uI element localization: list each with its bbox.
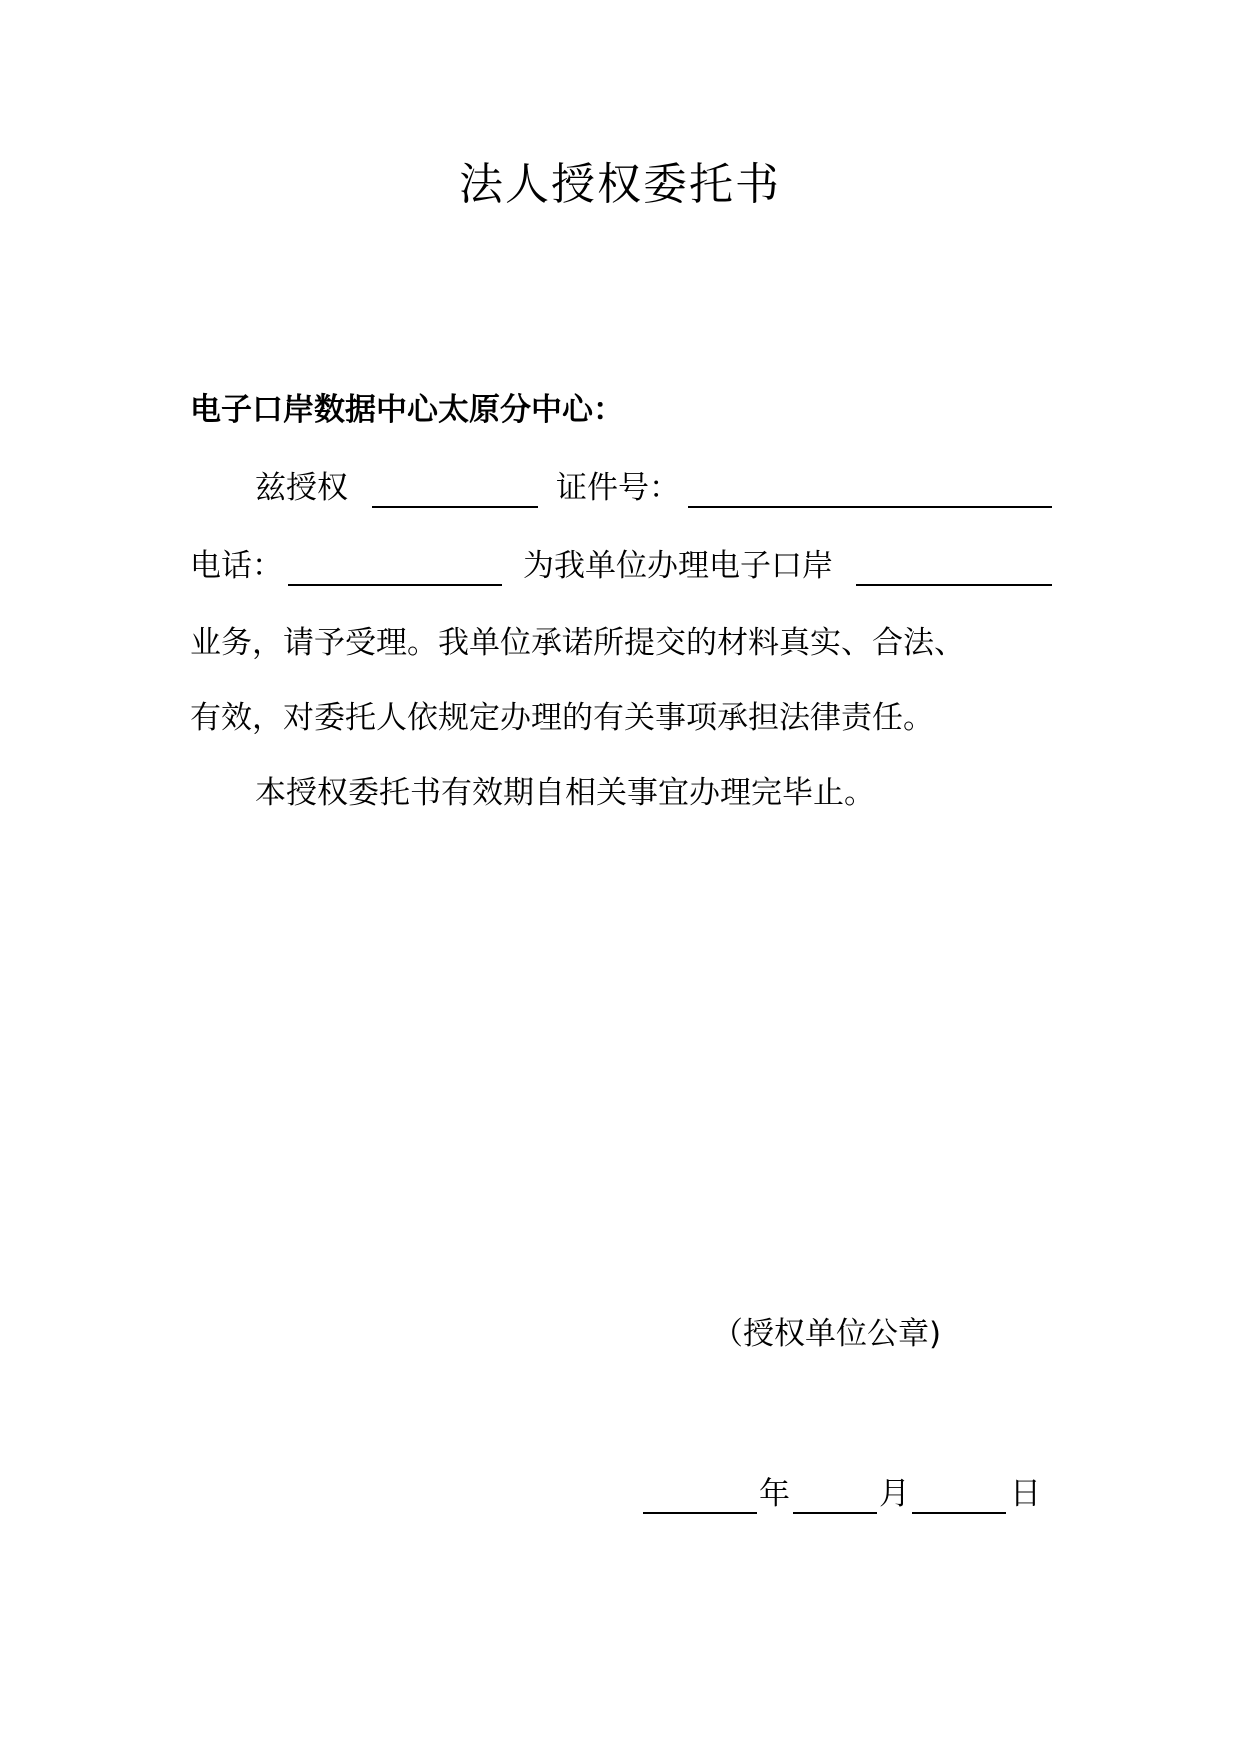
year-blank — [643, 1512, 757, 1514]
year-label: 年 — [759, 1476, 790, 1512]
month-blank — [793, 1512, 877, 1514]
day-label: 日 — [1010, 1476, 1041, 1512]
addressee: 电子口岸数据中心太原分中心： — [190, 392, 624, 428]
body-line-4: 有效，对委托人依规定办理的有关事项承担法律责任。 — [190, 700, 934, 736]
authorized-person-blank — [372, 506, 538, 508]
phone-blank — [288, 584, 502, 586]
month-label: 月 — [879, 1476, 910, 1512]
document-title: 法人授权委托书 — [459, 159, 781, 210]
body-line-5: 本授权委托书有效期自相关事宜办理完毕止。 — [255, 775, 875, 811]
authorize-lead: 兹授权 — [255, 470, 348, 506]
id-number-label: 证件号： — [556, 470, 680, 506]
phone-label: 电话： — [190, 548, 283, 584]
day-blank — [912, 1512, 1006, 1514]
body-line-3: 业务，请予受理。我单位承诺所提交的材料真实、合法、 — [190, 625, 965, 661]
business-type-blank — [856, 584, 1052, 586]
handle-business-text: 为我单位办理电子口岸 — [523, 548, 833, 584]
id-number-blank — [688, 506, 1052, 508]
seal-label: （授权单位公章) — [712, 1316, 942, 1352]
